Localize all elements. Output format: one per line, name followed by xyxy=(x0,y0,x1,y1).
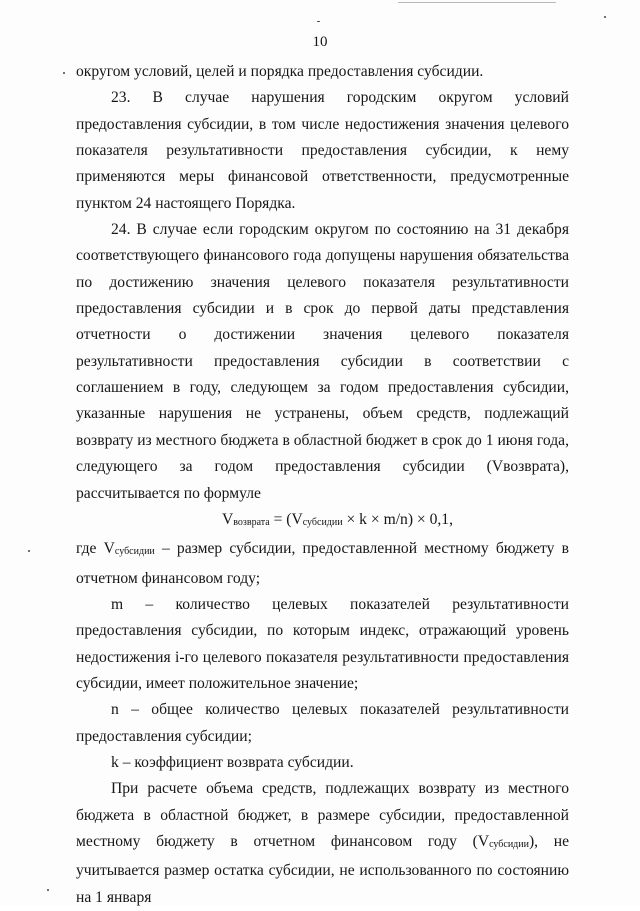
paragraph-23: 23. В случае нарушения городским округом условий предоставления субсидии, в том числе недостижения значения целевого показателя результативности предоставления субсидии, к нему применяются меры финансовой ответственности, предусмотренные пунктом 24 настоящего Порядка. xyxy=(76,89,569,212)
formula-v-return-subscript: возврата xyxy=(233,516,270,528)
page-number: 10 xyxy=(312,34,328,50)
formula-rest: × k × m/n) × 0,1, xyxy=(342,510,454,528)
definition-k: k – коэффициент возврата субсидии. xyxy=(111,753,354,771)
definition-lead-subscript: субсидии xyxy=(114,546,155,558)
paragraph-continuation: округом условий, целей и порядка предоставления субсидии. xyxy=(76,63,484,80)
scan-edge-line xyxy=(398,2,556,3)
scan-speck xyxy=(47,889,49,891)
scan-speck xyxy=(317,21,320,22)
paragraph-24: 24. В случае если городским округом по состоянию на 31 декабря соответствующего финансового года допущены нарушения обязательства по достижению значения целевого показателя результативности предоставления субсидии и в срок до первой даты представления отчетности о достижении значения целевого показателя результативности предоставления субсидии в соответствии с соглашением в году, следующем за годом предоставления субсидии, указанные нарушения не устранены, объем средств, подлежащий возврату из местного бюджета в областной бюджет в срок до 1 июня года, следующего за годом предоставления субсидии (Vвозврата), рассчитывается по формуле xyxy=(76,221,569,502)
closing-paragraph xyxy=(76,776,569,911)
return-formula xyxy=(76,507,569,536)
definition-n: n – общее количество целевых показателей результативности предоставления субсидии; xyxy=(76,701,569,745)
definition-text: – размер субсидии, предоставленной местному бюджету в отчетном финансовом году; xyxy=(76,540,569,587)
closing-before: При расчете объема средств, подлежащих возврату из местного бюджета в областной бюджет, в размере субсидии, предоставленной местному бюджету в отчетном финансовом году (V xyxy=(76,780,569,850)
closing-after: ), не учитывается размер остатка субсидии, не использованного по состоянию на 1 января xyxy=(76,832,570,906)
definition-v-subsidy xyxy=(76,536,569,592)
scan-speck xyxy=(63,72,65,74)
document-body xyxy=(76,59,569,911)
scan-speck xyxy=(604,16,606,18)
formula-v-return: V xyxy=(222,510,234,528)
closing-subscript: субсидии xyxy=(489,838,529,850)
definition-lead: где V xyxy=(76,540,115,558)
formula-v-subsidy-subscript: субсидии xyxy=(302,516,343,528)
definition-m: m – количество целевых показателей результативности предоставления субсидии, по которым индекс, отражающий уровень недостижения i-го целевого показателя результативности предоставления субсидии, имеет положительное значение; xyxy=(76,595,569,692)
scan-speck xyxy=(28,550,30,552)
formula-equals-open: = (V xyxy=(269,510,303,528)
